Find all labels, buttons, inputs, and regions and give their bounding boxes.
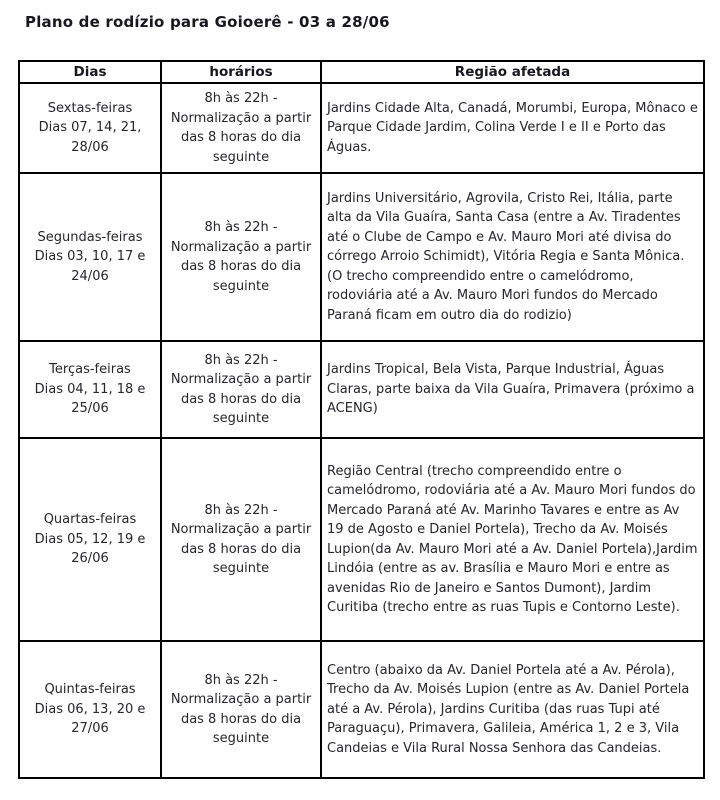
day-dates: Dias 05, 12, 19 e 26/06 bbox=[34, 531, 146, 567]
hours-cell: 8h às 22h - Normalização a partir das 8 horas do dia seguinte bbox=[161, 83, 321, 173]
column-header-horarios: horários bbox=[161, 61, 321, 83]
days-cell bbox=[19, 173, 161, 341]
days-cell bbox=[19, 438, 161, 641]
day-name: Segundas-feiras bbox=[37, 229, 143, 245]
days-cell bbox=[19, 83, 161, 173]
day-name: Terças-feiras bbox=[49, 362, 131, 378]
hours-cell: 8h às 22h - Normalização a partir das 8 horas do dia seguinte bbox=[161, 341, 321, 438]
day-dates: Dias 06, 13, 20 e 27/06 bbox=[34, 701, 146, 737]
hours-cell: 8h às 22h - Normalização a partir das 8 horas do dia seguinte bbox=[161, 438, 321, 641]
table-row-sextas bbox=[19, 83, 704, 173]
region-cell: Centro (abaixo da Av. Daniel Portela até a Av. Pérola), Trecho da Av. Moisés Lupion (entre as Av. Daniel Portela até a Av. Pérola), Jardins Curitiba (das ruas Tupi até Paraguaçu), Primavera, Galileia, América 1, 2 e 3, Vila Candeias e Vila Rural Nossa Senhora das Candeias. bbox=[321, 641, 704, 778]
column-header-dias: Dias bbox=[19, 61, 161, 83]
day-name: Quintas-feiras bbox=[44, 682, 136, 698]
table-row-segundas bbox=[19, 173, 704, 341]
table-row-tercas bbox=[19, 341, 704, 438]
region-cell: Jardins Cidade Alta, Canadá, Morumbi, Europa, Mônaco e Parque Cidade Jardim, Colina Verde I e II e Porto das Águas. bbox=[321, 83, 704, 173]
table-row-quintas bbox=[19, 641, 704, 778]
days-cell bbox=[19, 641, 161, 778]
day-dates: Dias 03, 10, 17 e 24/06 bbox=[34, 249, 146, 284]
region-cell: Jardins Tropical, Bela Vista, Parque Industrial, Águas Claras, parte baixa da Vila Guaíra, Primavera (próximo a ACENG) bbox=[321, 341, 704, 438]
day-name: Quartas-feiras bbox=[43, 512, 137, 528]
day-dates: Dias 07, 14, 21, 28/06 bbox=[38, 120, 142, 155]
region-cell: Região Central (trecho compreendido entre o camelódromo, rodoviária até a Av. Mauro Mori fundos do Mercado Paraná até Av. Marinho Tavares e entre as Av 19 de Agosto e Daniel Portela), Trecho da Av. Moisés Lupion(da Av. Mauro Mori até a Av. Daniel Portela),Jardim Lindóia (entre as av. Brasília e Mauro Mori e entre as avenidas Rio de Janeiro e Santos Dumont), Jardim Curitiba (trecho entre as ruas Tupis e Contorno Leste). bbox=[321, 438, 704, 641]
region-cell: Jardins Universitário, Agrovila, Cristo Rei, Itália, parte alta da Vila Guaíra, Santa Casa (entre a Av. Tiradentes até o Clube de Campo e Av. Mauro Mori até divisa do córrego Arroio Schimidt), Vitória Regia e Santa Mônica. (O trecho compreendido entre o camelódromo, rodoviária até a Av. Mauro Mori fundos do Mercado Paraná ficam em outro dia do rodizio) bbox=[321, 173, 704, 341]
days-cell bbox=[19, 341, 161, 438]
day-dates: Dias 04, 11, 18 e 25/06 bbox=[34, 381, 146, 417]
day-name: Sextas-feiras bbox=[47, 100, 133, 116]
hours-cell: 8h às 22h - Normalização a partir das 8 horas do dia seguinte bbox=[161, 173, 321, 341]
hours-cell: 8h às 22h - Normalização a partir das 8 horas do dia seguinte bbox=[161, 641, 321, 778]
column-header-regiao: Região afetada bbox=[321, 61, 704, 83]
page-title: Plano de rodízio para Goioerê - 03 a 28/06 bbox=[25, 13, 390, 31]
rationing-schedule-table bbox=[18, 60, 705, 779]
table-header-row bbox=[19, 61, 704, 83]
table-row-quartas bbox=[19, 438, 704, 641]
